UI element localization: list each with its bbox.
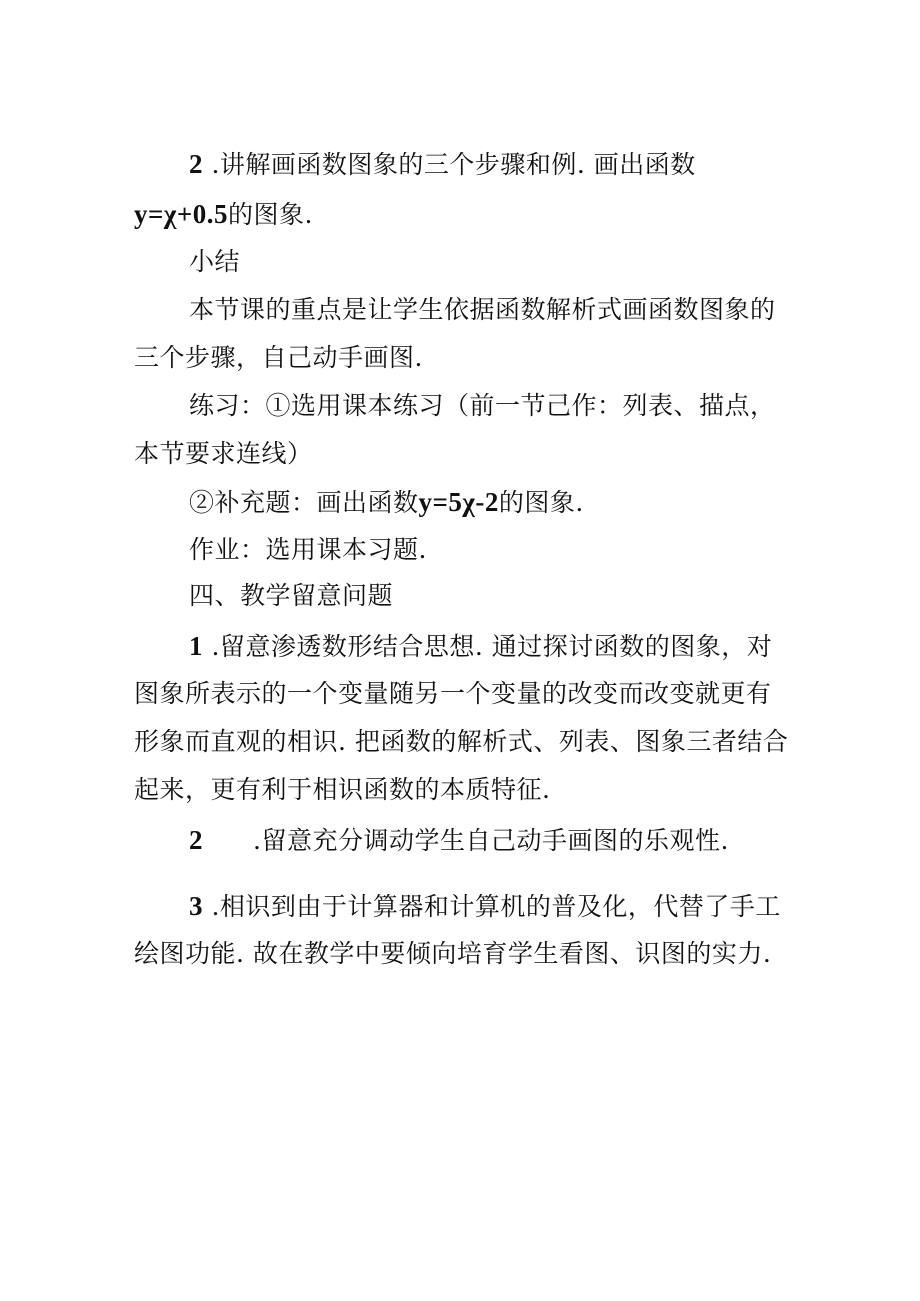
note-3-line-1 [189,890,781,923]
paragraph-text: ②补充题：画出函数 [189,488,419,517]
paragraph-2-line-2 [134,198,313,231]
item-number: 1 [189,631,203,661]
formula: y=5χ-2 [418,487,499,517]
paragraph-text: .留意渗透数形结合思想. 通过探讨函数的图象，对 [203,632,773,661]
section-4-heading: 四、教学留意问题 [189,581,394,610]
paragraph-text: 的图象. [228,200,313,229]
summary-line-1: 本节课的重点是让学生依据函数解析式画函数图象的 [189,295,776,324]
item-number: 2 [189,149,203,179]
item-number: 2 [189,825,203,855]
note-3-line-2: 绘图功能. 故在教学中要倾向培育学生看图、识图的实力. [134,939,772,968]
paragraph-text: .留意充分调动学生自己动手画图的乐观性. [253,826,729,855]
note-1-line-2: 图象所表示的一个变量随另一个变量的改变而改变就更有 [134,679,772,708]
exercise-line-1: 练习：①选用课本练习（前一节己作：列表、描点， [189,391,776,420]
note-2-line [189,824,729,857]
formula: y=χ+0.5 [134,199,228,229]
item-number: 3 [189,891,203,921]
homework-line: 作业：选用课本习题. [189,535,427,564]
paragraph-text: 的图象. [498,488,584,517]
paragraph-2-line-1 [189,148,696,181]
exercise-line-2: 本节要求连线） [134,439,313,468]
note-1-line-1 [189,630,772,663]
note-1-line-4: 起来，更有利于相识函数的本质特征. [134,775,551,804]
summary-heading: 小结 [189,247,241,276]
paragraph-text: .相识到由于计算器和计算机的普及化，代替了手工 [203,892,781,921]
summary-line-2: 三个步骤，自己动手画图. [134,343,423,372]
note-1-line-3: 形象而直观的相识. 把函数的解析式、列表、图象三者结合 [134,727,789,756]
paragraph-text: .讲解画函数图象的三个步骤和例. 画出函数 [203,150,696,179]
supplement-line [189,486,584,519]
